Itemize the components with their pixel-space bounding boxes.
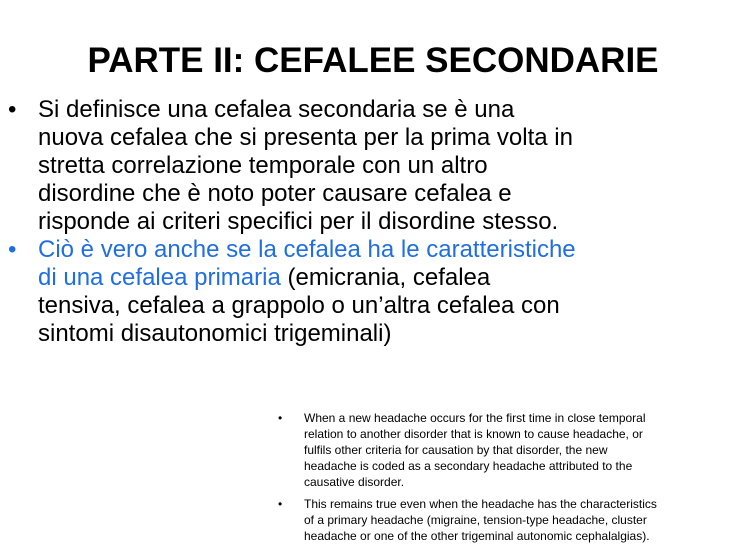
slide-title: PARTE II: CEFALEE SECONDARIE (87, 41, 659, 81)
text-line: Si definisce una cefalea secondaria se è una (38, 96, 515, 123)
bullet-marker: • (278, 411, 283, 425)
text-line: headache is coded as a secondary headache attributed to the (304, 459, 633, 473)
text-line: relation to another disorder that is known to cause headache, or (304, 427, 643, 441)
text-line: fulfils other criteria for causation by that disorder, the new (304, 443, 608, 457)
text-line: headache or one of the other trigeminal autonomic cephalalgias). (304, 529, 650, 543)
plain-text: (emicrania, cefalea (280, 264, 491, 291)
text-line: risponde ai criteri specifici per il disordine stesso. (38, 208, 559, 235)
text-line: tensiva, cefalea a grappolo o un’altra cefalea con (38, 292, 560, 319)
bullet-point-definition (0, 96, 746, 236)
text-line: stretta correlazione temporale con un altro (38, 152, 488, 179)
text-line: sintomi disautonomici trigeminali) (38, 320, 392, 347)
text-line: disordine che è noto poter causare cefalea e (38, 180, 512, 207)
main-bullet-list (0, 96, 746, 348)
bullet-marker: • (8, 236, 17, 263)
text-line: of a primary headache (migraine, tension-type headache, cluster (304, 513, 647, 527)
bullet-point-primary-characteristics (0, 236, 746, 348)
text-line: When a new headache occurs for the first time in close temporal (304, 411, 646, 425)
highlighted-text: di una cefalea primaria (38, 264, 281, 291)
bullet-marker: • (278, 497, 283, 511)
note-item-causation (270, 410, 740, 490)
english-note-list (270, 410, 740, 550)
note-item-primary-headache (270, 496, 740, 544)
text-line: nuova cefalea che si presenta per la prima volta in (38, 124, 573, 151)
text-line (38, 264, 736, 292)
highlighted-text-line: Ciò è vero anche se la cefalea ha le caratteristiche (38, 236, 576, 263)
bullet-marker: • (8, 96, 17, 123)
text-line: causative disorder. (304, 475, 405, 489)
text-line: This remains true even when the headache has the characteristics (304, 497, 657, 511)
